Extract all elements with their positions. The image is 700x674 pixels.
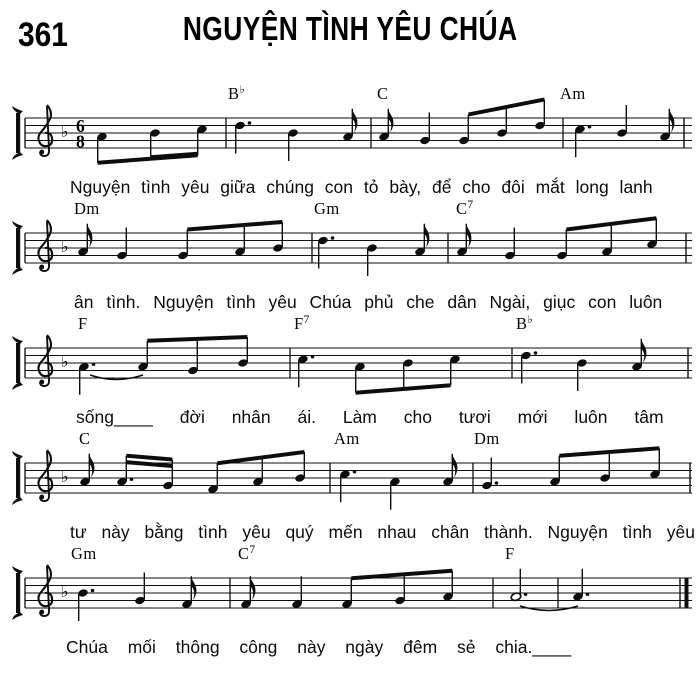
chord-label: B♭: [228, 85, 246, 103]
tie-slur: [90, 375, 143, 380]
bracket-tip-top: [12, 106, 23, 114]
eighth-flag: [191, 576, 196, 600]
chord-label: F: [78, 315, 88, 333]
lyrics-line-5: Chúa mối thông công này ngày đêm sẻ chia.____: [66, 637, 572, 657]
augmentation-dot: [495, 481, 499, 485]
beam-second: [126, 460, 172, 468]
bracket-tip-bottom: [12, 152, 23, 160]
time-signature-denominator: 8: [76, 131, 85, 152]
chord-label: $C^7$: [456, 200, 474, 218]
augmentation-dot: [130, 477, 134, 481]
system-bracket: [16, 343, 20, 383]
augmentation-dot: [588, 125, 592, 129]
augmentation-dot: [91, 589, 95, 593]
chord-label: C: [79, 430, 91, 448]
eighth-flag: [424, 224, 429, 248]
augmentation-dot: [524, 592, 528, 596]
chord-label: Dm: [474, 430, 500, 448]
bracket-tip-bottom: [12, 382, 23, 390]
chord-label: Gm: [71, 545, 97, 563]
chord-label: Am: [560, 85, 586, 103]
bracket-tip-top: [12, 221, 23, 229]
beam: [187, 220, 282, 232]
key-signature-flat: ♭: [61, 122, 69, 141]
chord-label: $F^7$: [294, 315, 310, 333]
song-title: NGUYỆN TÌNH YÊU CHÚA: [182, 10, 518, 47]
eighth-flag: [250, 576, 255, 600]
eighth-flag: [669, 109, 674, 133]
chord-label: C: [377, 85, 389, 103]
key-signature-flat: ♭: [61, 237, 69, 256]
chord-label: B♭: [516, 315, 534, 333]
song-title-block: [0, 10, 700, 48]
eighth-flag: [89, 454, 94, 478]
eighth-flag: [87, 224, 92, 248]
beam: [126, 454, 172, 462]
song-number: 361: [18, 16, 68, 54]
bracket-tip-bottom: [12, 267, 23, 275]
system-bracket: [16, 228, 20, 268]
system-bracket: [16, 573, 20, 613]
eighth-flag: [388, 109, 393, 133]
chord-label: Gm: [314, 200, 340, 218]
lyrics-line-2: ân tình. Nguyện tình yêu Chúa phủ che dân Ngài, giục con luôn: [74, 292, 663, 312]
eighth-flag: [466, 224, 471, 248]
system-bracket: [16, 458, 20, 498]
system-bracket: [16, 113, 20, 153]
augmentation-dot: [92, 362, 96, 366]
augmentation-dot: [586, 592, 590, 596]
final-barline-thick: [685, 578, 689, 608]
bracket-tip-bottom: [12, 497, 23, 505]
bracket-tip-top: [12, 336, 23, 344]
chord-label: Am: [334, 430, 360, 448]
chord-label: $C^7$: [238, 545, 256, 563]
bracket-tip-top: [12, 566, 23, 574]
augmentation-dot: [248, 121, 252, 125]
key-signature-flat: ♭: [61, 467, 69, 486]
lyrics-line-3: sống____ đời nhân ái. Làm cho tươi mới luôn tâm: [76, 407, 664, 427]
augmentation-dot: [353, 470, 357, 474]
bracket-tip-bottom: [12, 612, 23, 620]
chord-label: F: [505, 545, 515, 563]
augmentation-dot: [331, 236, 335, 240]
lyrics-line-1: Nguyện tình yêu giữa chúng con tỏ bày, để cho đôi mắt long lanh: [70, 177, 653, 197]
lyrics-line-4: tư này bằng tình yêu quý mến nhau chân thành. Nguyện tình yêu: [70, 522, 695, 542]
bracket-tip-top: [12, 451, 23, 459]
augmentation-dot: [534, 351, 538, 355]
augmentation-dot: [311, 355, 315, 359]
chord-label: Dm: [74, 200, 100, 218]
eighth-flag: [452, 454, 457, 478]
key-signature-flat: ♭: [61, 582, 69, 601]
eighth-flag: [641, 339, 646, 363]
key-signature-flat: ♭: [61, 352, 69, 371]
time-signature-numerator: 6: [76, 116, 85, 136]
eighth-flag: [352, 109, 357, 133]
